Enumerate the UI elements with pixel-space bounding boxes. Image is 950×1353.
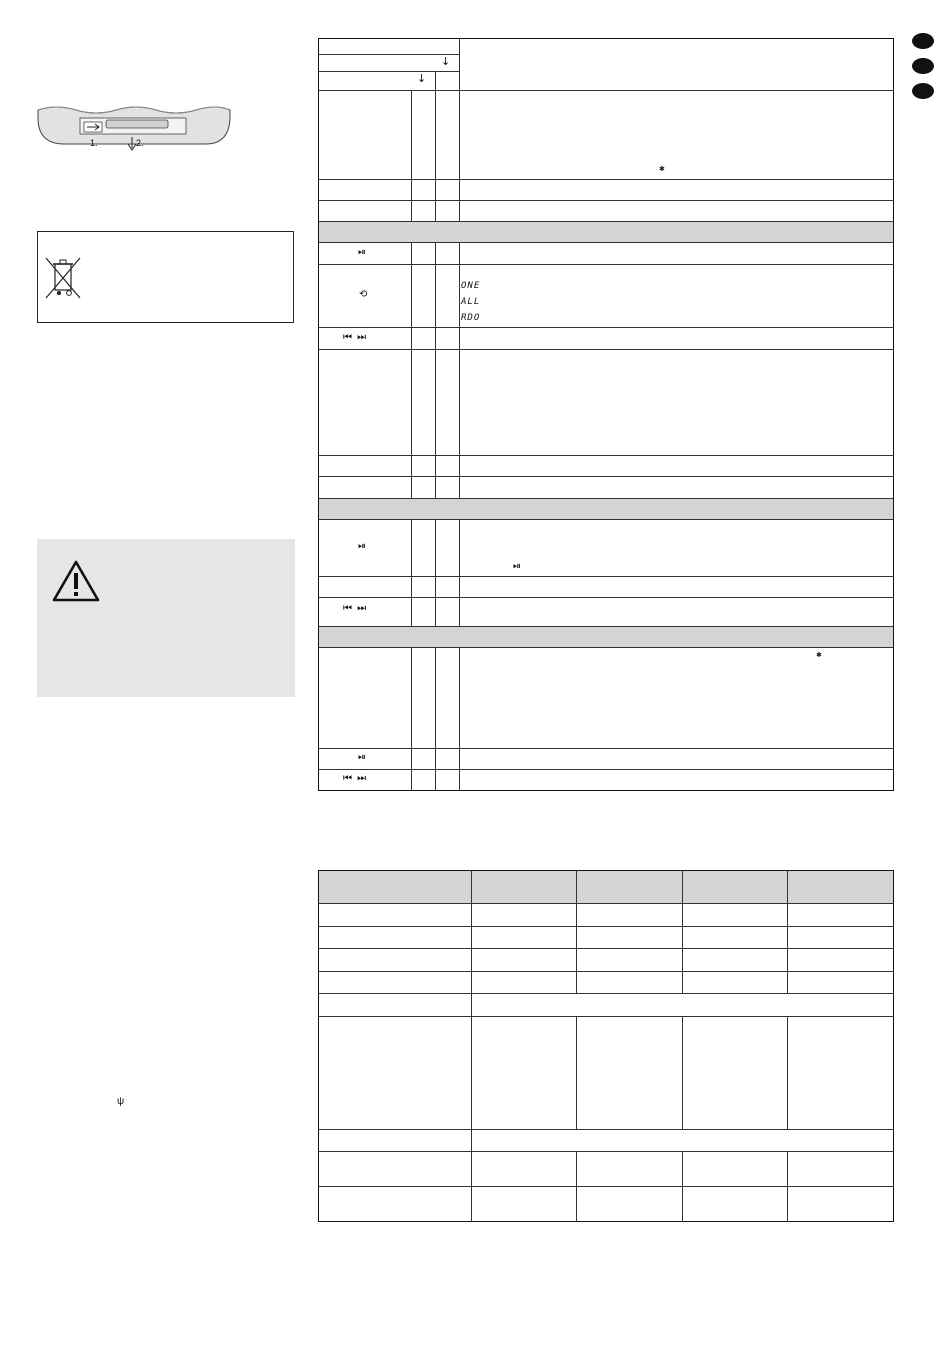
step-label-1: 1.	[90, 138, 98, 148]
table-rule	[576, 1016, 577, 1129]
table-row	[318, 948, 894, 949]
table-row	[318, 476, 894, 477]
specification-table	[318, 870, 894, 1222]
bluetooth-icon: ✱	[659, 166, 665, 173]
table-rule	[787, 870, 788, 993]
bluetooth-icon: ✱	[816, 652, 822, 659]
table-rule	[435, 71, 436, 90]
language-dot-3	[912, 83, 934, 99]
usb-icon: ψ	[117, 1096, 125, 1107]
table-rule	[411, 90, 412, 791]
table-row	[318, 748, 894, 749]
table-rule	[787, 1016, 788, 1129]
table-rule	[459, 90, 460, 791]
table-row	[318, 597, 894, 598]
skip-back-forward-icons: ⏮ ⏭	[343, 332, 368, 343]
language-dot-1	[912, 33, 934, 49]
table-row	[318, 200, 894, 201]
play-pause-icon: ⏯	[358, 541, 367, 552]
display-code-all: ALL	[461, 297, 481, 307]
step-label-2: 2.	[136, 138, 144, 148]
skip-back-forward-icons: ⏮ ⏭	[343, 603, 368, 614]
table-rule	[318, 90, 894, 91]
table-row	[318, 576, 894, 577]
table-rule	[682, 870, 683, 993]
specification-table-header	[319, 871, 893, 903]
specification-table-frame	[318, 870, 894, 1222]
table-row	[318, 455, 894, 456]
table-row	[318, 1151, 894, 1152]
skip-back-forward-icons: ⏮ ⏭	[343, 773, 368, 784]
table-row	[318, 1186, 894, 1187]
table-row	[318, 1016, 894, 1017]
play-pause-icon: ⏯	[358, 247, 367, 258]
table-rule	[682, 1016, 683, 1129]
table-rule	[459, 38, 460, 90]
crossed-out-wheelie-bin-icon	[43, 254, 83, 302]
arrow-down-icon: ↓	[417, 72, 427, 85]
table-rule	[318, 71, 459, 72]
display-code-one: ONE	[461, 281, 481, 291]
card-slot-illustration	[36, 104, 232, 152]
table-row	[318, 993, 894, 994]
function-table	[318, 38, 894, 791]
language-dot-2	[912, 58, 934, 74]
table-row	[318, 1129, 894, 1130]
table-rule	[471, 870, 472, 1222]
table-row	[318, 264, 894, 265]
table-row	[318, 179, 894, 180]
table-row	[318, 769, 894, 770]
table-rule	[318, 903, 894, 904]
section-band-3	[319, 626, 893, 648]
table-row	[318, 349, 894, 350]
disposal-notice-box	[37, 231, 294, 323]
arrow-down-icon: ↓	[441, 55, 451, 68]
table-row	[318, 926, 894, 927]
repeat-icon: ⟲	[359, 289, 369, 300]
warning-triangle-icon	[51, 559, 101, 603]
table-row	[318, 971, 894, 972]
warning-notice-box	[37, 539, 295, 697]
table-rule	[318, 54, 459, 55]
section-band-1	[319, 221, 893, 243]
function-table-frame	[318, 38, 894, 791]
play-pause-icon: ⏯	[513, 561, 522, 572]
display-code-rdo: RDO	[461, 313, 481, 323]
table-rule	[435, 90, 436, 791]
play-pause-icon: ⏯	[358, 752, 367, 763]
table-row	[318, 327, 894, 328]
section-band-2	[319, 498, 893, 520]
table-rule	[576, 870, 577, 993]
